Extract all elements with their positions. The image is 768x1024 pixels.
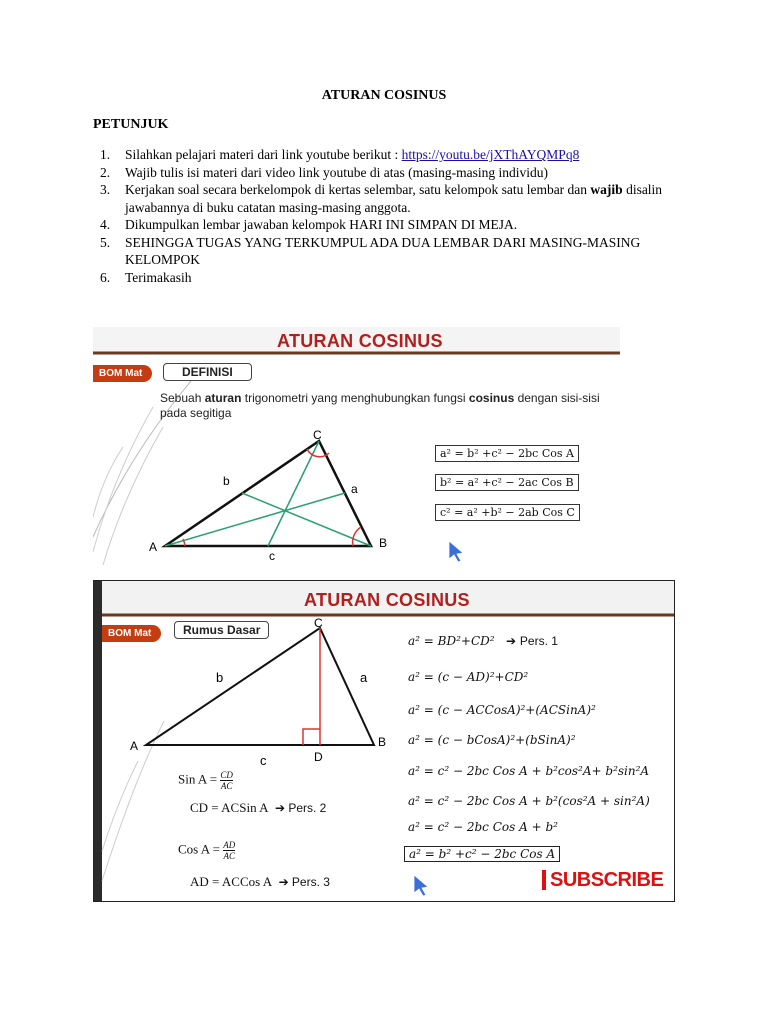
cd-equation [190,800,326,816]
slide-definition-image [93,327,620,565]
rumus-dasar-tag: Rumus Dasar [174,621,269,639]
derivation-step-7: a² = c² − 2bc Cos A + b² [408,820,558,834]
cd-text: CD = ACSin A [190,800,269,815]
instruction-item [93,164,683,182]
slide-derivation-image [93,580,675,902]
vertex-b-label: B [378,735,387,749]
instruction-text: Dikumpulkan lembar jawaban kelompok HARI INI SIMPAN DI MEJA. [125,217,518,232]
cursor-icon [449,541,463,562]
ad-text: AD = ACCos A [190,874,273,889]
arrow-right-icon: ➔ [275,801,286,815]
sin-definition [178,770,233,791]
ad-equation [190,874,330,890]
derivation-step-5: a² = c² − 2bc Cos A + b²cos²A+ b²sin²A [408,764,650,778]
derivation-step-1 [408,634,558,648]
instruction-item [93,216,683,234]
brand-badge: BOM Mat [93,365,152,382]
definition-text [160,391,615,421]
pers3-label: Pers. 3 [291,875,330,889]
vertex-a-label: A [149,540,158,554]
formula-cos-c: c² = a² +b² − 2ab Cos C [435,504,580,521]
fraction-numerator: CD [220,770,233,780]
vertex-b-label: B [379,536,388,550]
fraction-denominator: AC [220,781,233,791]
item-number: 2. [100,164,111,180]
instruction-bold: wajib [590,182,623,197]
step-text: a² = BD²+CD² [408,634,495,648]
arrow-right-icon: ➔ [506,634,517,648]
instruction-item [93,181,683,216]
item-number: 3. [100,182,111,197]
instruction-text: Wajib tulis isi materi dari video link youtube di atas (masing-masing individu) [125,164,548,180]
fraction-denominator: AC [223,851,236,861]
instruction-text: disalin jawabannya di buku catatan masing-masing anggota. [125,182,663,215]
pers1-label: Pers. 1 [519,634,558,648]
derivation-step-3: a² = (c − ACCosA)²+(ACSinA)² [408,703,596,717]
derivation-step-2: a² = (c − AD)²+CD² [408,670,529,684]
vertex-d-label: D [314,750,323,764]
definition-part: Sebuah [160,391,205,405]
side-a-label: a [360,670,368,685]
cos-lhs: Cos A = [178,841,221,857]
instruction-item [93,234,683,269]
definition-part: trigonometri yang menghubungkan fungsi [241,391,469,405]
instruction-text: Silahkan pelajari materi dari link youtube berikut : [125,147,402,162]
derivation-final-boxed: a² = b² +c² − 2bc Cos A [404,846,560,862]
item-number: 5. [100,234,111,250]
vertex-c-label: C [314,616,323,630]
side-c-label: c [269,549,275,563]
derivation-step-4: a² = (c − bCosA)²+(bSinA)² [408,733,576,747]
definition-bold: aturan [204,391,242,405]
cursor-icon [414,875,428,896]
subscribe-button[interactable]: SUBSCRIBE [542,870,663,890]
pers2-label: Pers. 2 [288,801,327,815]
instruction-text: Kerjakan soal secara berkelompok di kertas selembar, satu kelompok satu lembar dan [125,182,591,197]
side-a-label: a [351,482,358,496]
definition-tag: DEFINISI [163,363,252,381]
item-number: 1. [100,147,111,162]
side-b-label: b [223,474,230,488]
vertex-c-label: C [313,428,322,442]
definition-part: dengan sisi-sisi pada segitiga [160,391,600,420]
triangle-diagram [149,428,387,563]
cos-definition [178,840,235,861]
item-number: 6. [100,269,111,285]
side-b-label: b [216,670,224,685]
derivation-step-6: a² = c² − 2bc Cos A + b²(cos²A + sin²A) [408,794,650,808]
instruction-text: Terimakasih [125,269,192,285]
brand-badge: BOM Mat [102,625,161,642]
fraction-numerator: AD [223,840,236,850]
instruction-list [93,146,683,286]
slide1-title: ATURAN COSINUS [277,331,443,351]
formula-cos-a: a² = b² +c² − 2bc Cos A [435,445,579,462]
slide2-title: ATURAN COSINUS [304,590,470,610]
instruction-text: SEHINGGA TUGAS YANG TERKUMPUL ADA DUA LEMBAR DARI MASING-MASING KELOMPOK [125,234,641,267]
vertex-a-label: A [130,739,139,753]
side-c-label: c [260,753,267,768]
youtube-link[interactable]: https://youtu.be/jXThAYQMPq8 [401,147,580,162]
formula-cos-b: b² = a² +c² − 2ac Cos B [435,474,579,491]
document-title: ATURAN COSINUS [321,88,447,103]
instruction-item [93,146,683,164]
arrow-right-icon: ➔ [278,875,289,889]
section-heading: PETUNJUK [93,117,169,132]
definition-bold: cosinus [468,391,515,405]
instruction-item [93,269,683,287]
item-number: 4. [100,217,111,232]
sin-lhs: Sin A = [178,771,218,787]
